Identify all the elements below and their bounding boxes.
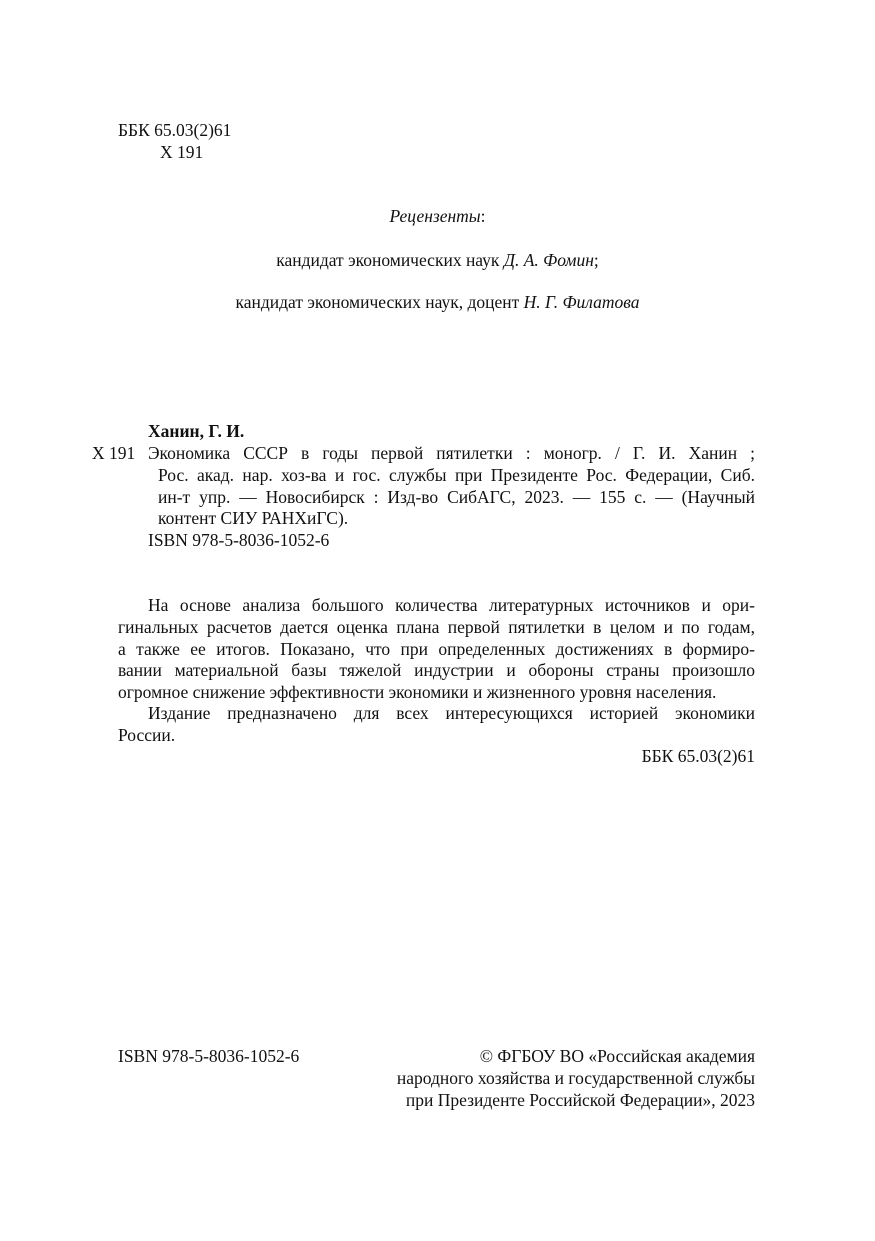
annotation-line-6: Издание предназначено для всех интересующихся историей экономики xyxy=(148,703,755,723)
catalog-line-4: контент СИУ РАНХиГС). xyxy=(158,508,349,528)
annotation-line-3: а также ее итогов. Показано, что при определенных достижениях в формиро- xyxy=(118,639,755,659)
catalog-author: Ханин, Г. И. xyxy=(148,421,245,441)
annotation-line-1: На основе анализа большого количества литературных источников и ори- xyxy=(148,595,755,615)
footer-isbn: ISBN 978-5-8036-1052-6 xyxy=(118,1046,300,1066)
catalog-line-2: Рос. акад. нар. хоз-ва и гос. службы при Президенте Рос. Федерации, Сиб. xyxy=(158,465,755,485)
catalog-isbn: ISBN 978-5-8036-1052-6 xyxy=(148,530,330,550)
reviewer-2-name: Н. Г. Филатова xyxy=(523,292,640,312)
annotation-line-2: гинальных расчетов дается оценка плана первой пятилетки в целом и по годам, xyxy=(118,617,755,637)
reviewer-1-name: Д. А. Фомин xyxy=(503,250,594,270)
reviewers-heading-text: Рецензенты xyxy=(389,206,481,226)
reviewer-2 xyxy=(0,292,875,313)
bbk-code: ББК 65.03(2)61 xyxy=(118,120,232,140)
annotation-bbk: ББК 65.03(2)61 xyxy=(641,746,755,766)
catalog-line-1: Экономика СССР в годы первой пятилетки : моногр. / Г. И. Ханин ; xyxy=(148,443,755,463)
reviewer-1-title: кандидат экономических наук xyxy=(276,250,504,270)
reviewers-heading-colon: : xyxy=(480,206,486,226)
annotation-line-5: огромное снижение эффективности экономики и жизненного уровня населения. xyxy=(118,682,717,702)
annotation-line-7: России. xyxy=(118,725,176,745)
catalog-sign: Х 191 xyxy=(92,443,136,463)
catalog-line-3: ин-т упр. — Новосибирск : Изд-во СибАГС, 2023. — 155 с. — (Научный xyxy=(158,487,755,507)
footer-copyright-line-3: при Президенте Российской Федерации», 2023 xyxy=(405,1090,755,1110)
footer-copyright-line-1: © ФГБОУ ВО «Российская академия xyxy=(479,1046,755,1066)
author-sign: Х 191 xyxy=(160,142,204,162)
footer-copyright-line-2: народного хозяйства и государственной службы xyxy=(396,1068,755,1088)
annotation-line-4: вании материальной базы тяжелой индустрии и обороны страны произошло xyxy=(118,660,755,680)
reviewer-2-title: кандидат экономических наук, доцент xyxy=(235,292,524,312)
reviewers-heading xyxy=(0,206,875,227)
reviewer-1-end: ; xyxy=(593,250,599,270)
reviewer-1 xyxy=(0,250,875,271)
